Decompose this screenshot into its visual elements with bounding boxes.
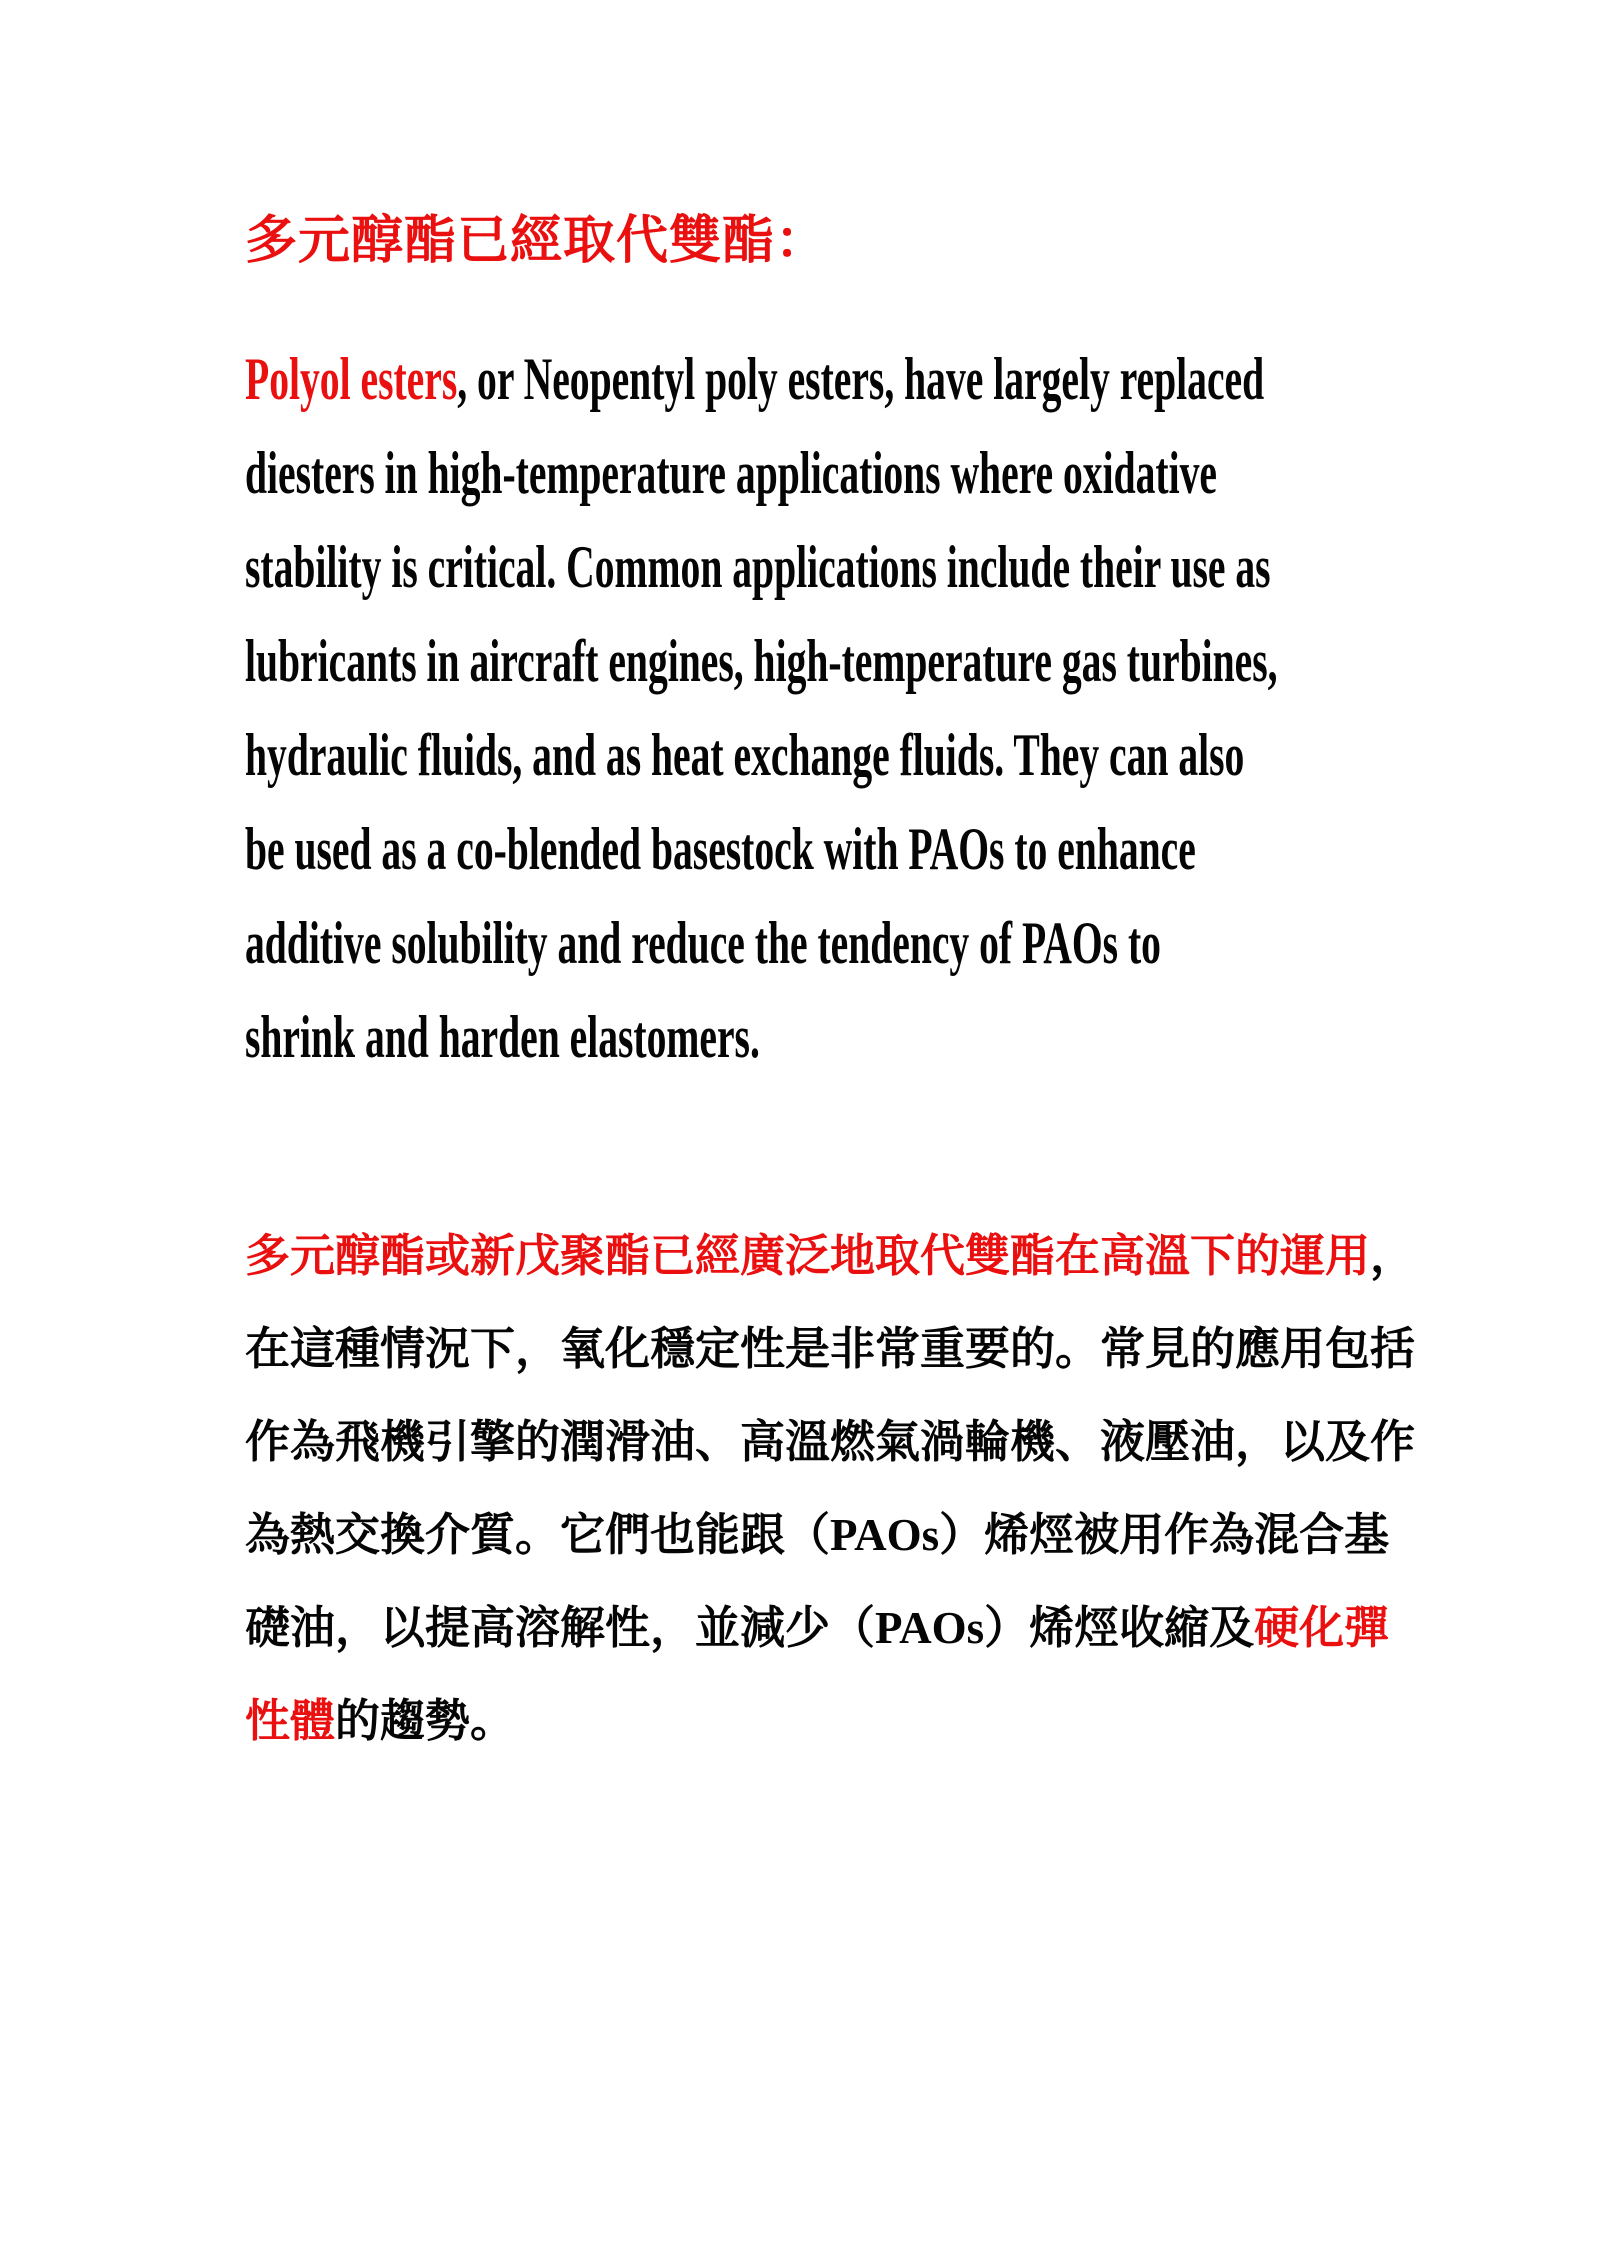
text-line	[245, 1303, 1505, 1396]
text-line	[245, 1675, 1505, 1768]
text-line	[245, 896, 1161, 990]
text-segment: hydraulic fluids, and as heat exchange fluids. They can also	[245, 722, 1245, 788]
text-line	[245, 426, 1217, 520]
chinese-paragraph	[245, 1210, 1505, 1768]
text-line	[245, 614, 1278, 708]
document-content	[245, 215, 1505, 1768]
text-segment: stability is critical. Common applications include their use as	[245, 534, 1271, 600]
document-heading: 多元醇酯已經取代雙酯：	[245, 213, 829, 270]
red-text-segment: Polyol esters	[245, 346, 458, 412]
text-segment: ，	[1370, 1231, 1416, 1281]
text-segment: , or Neopentyl poly esters, have largely replaced	[457, 346, 1265, 412]
text-segment: be used as a co-blended basestock with PAOs to enhance	[245, 816, 1196, 882]
text-line	[245, 1396, 1505, 1489]
text-segment: additive solubility and reduce the tendency of PAOs to	[245, 910, 1161, 976]
text-line	[245, 1489, 1505, 1582]
text-segment: shrink and harden elastomers.	[245, 1004, 760, 1070]
text-segment: 的趨勢。	[335, 1696, 516, 1746]
text-segment: 為熱交換介質。它們也能跟（PAOs）烯烴被用作為混合基	[245, 1510, 1390, 1560]
red-text-segment: 性體	[245, 1696, 336, 1746]
red-text-segment: 多元醇酯或新戊聚酯已經廣泛地取代雙酯在高溫下的運用	[245, 1231, 1371, 1281]
english-paragraph	[245, 332, 1278, 1084]
text-segment: lubricants in aircraft engines, high-temperature gas turbines,	[245, 628, 1278, 694]
text-segment: 作為飛機引擎的潤滑油、高溫燃氣渦輪機、液壓油，以及作	[245, 1417, 1416, 1467]
text-line	[245, 708, 1245, 802]
text-line	[245, 990, 1077, 1084]
text-line	[245, 1210, 1505, 1303]
text-segment: 礎油，以提高溶解性，並減少（PAOs）烯烴收縮及	[245, 1603, 1255, 1653]
text-segment: diesters in high-temperature applications where oxidative	[245, 440, 1217, 506]
red-text-segment: 硬化彈	[1254, 1603, 1390, 1653]
text-line	[245, 802, 1196, 896]
text-line	[245, 520, 1271, 614]
text-line	[245, 1582, 1505, 1675]
text-line	[245, 332, 1265, 426]
text-segment: 在這種情況下，氧化穩定性是非常重要的。常見的應用包括	[245, 1324, 1416, 1374]
